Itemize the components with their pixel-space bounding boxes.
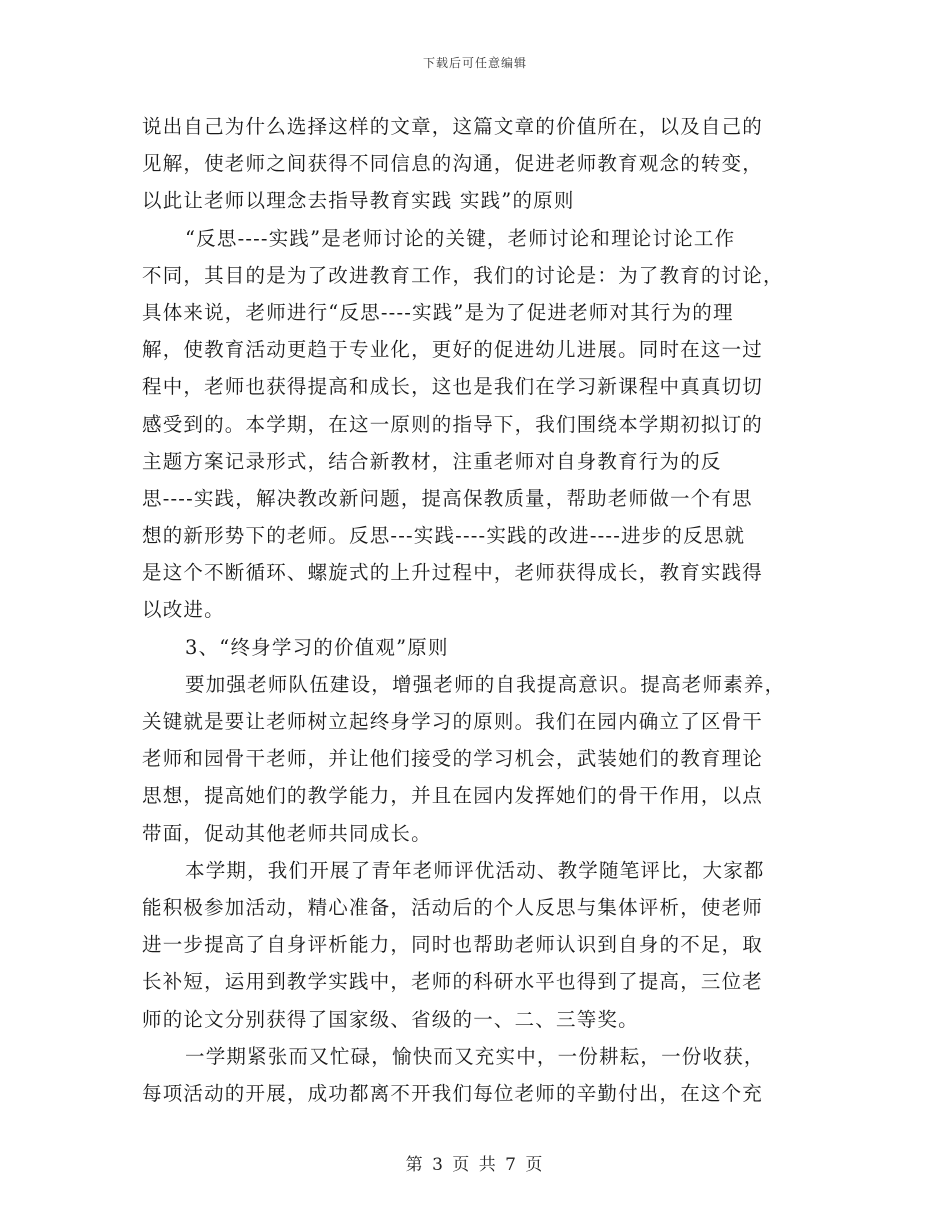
document-body	[142, 108, 812, 1112]
text-line: 想的新形势下的老师。反思---实践----实践的改进----进步的反思就	[142, 524, 746, 548]
text-line: 长补短，运用到教学实践中，老师的科研水平也得到了提高，三位老	[142, 970, 764, 994]
text-line: 思----实践，解决教改新问题，提高保教质量，帮助老师做一个有思	[142, 486, 753, 510]
text-line: 进一步提高了自身评析能力，同时也帮助老师认识到自身的不足，取	[142, 933, 764, 957]
text-line: 程中，老师也获得提高和成长，这也是我们在学习新课程中真真切切	[142, 375, 764, 399]
text-line: 带面，促动其他老师共同成长。	[142, 821, 432, 845]
text-line: 主题方案记录形式，结合新教材，注重老师对自身教育行为的反	[142, 449, 722, 473]
text-line: 以此让老师以理念去指导教育实践 实践”的原则	[142, 189, 575, 213]
text-line: “反思----实践”是老师讨论的关键，老师讨论和理论讨论工作	[185, 226, 736, 250]
text-line: 每项活动的开展，成功都离不开我们每位老师的辛勤付出，在这个充	[142, 1081, 764, 1105]
text-line: 思想，提高她们的教学能力，并且在园内发挥她们的骨干作用，以点	[142, 784, 764, 808]
text-line: 以改进。	[142, 598, 225, 622]
text-line: 是这个不断循环、螺旋式的上升过程中，老师获得成长，教育实践得	[142, 561, 764, 585]
page-footer: 第 3 页 共 7 页	[405, 1155, 545, 1175]
text-line: 要加强老师队伍建设，增强老师的自我提高意识。提高老师素养，	[185, 672, 786, 696]
text-line: 见解，使老师之间获得不同信息的沟通，促进老师教育观念的转变，	[142, 152, 764, 176]
page-header: 下载后可任意编辑	[422, 56, 527, 70]
text-line: 具体来说，老师进行“反思----实践”是为了促进老师对其行为的理	[142, 300, 734, 324]
text-line: 一学期紧张而又忙碌，愉快而又充实中，一份耕耘，一份收获，	[185, 1044, 765, 1068]
text-line: 3、“终身学习的价值观”原则	[185, 635, 449, 659]
text-line: 师的论文分别获得了国家级、省级的一、二、三等奖。	[142, 1007, 639, 1031]
text-line: 能积极参加活动，精心准备，活动后的个人反思与集体评析，使老师	[142, 895, 764, 919]
text-line: 老师和园骨干老师，并让他们接受的学习机会，武装她们的教育理论	[142, 747, 764, 771]
text-line: 说出自己为什么选择这样的文章，这篇文章的价值所在，以及自己的	[142, 115, 764, 138]
text-line: 关键就是要让老师树立起终身学习的原则。我们在园内确立了区骨干	[142, 710, 764, 733]
text-line: 解，使教育活动更趋于专业化，更好的促进幼儿进展。同时在这一过	[142, 338, 764, 362]
text-line: 不同，其目的是为了改进教育工作，我们的讨论是：为了教育的讨论，	[142, 263, 784, 287]
text-line: 感受到的。本学期，在这一原则的指导下，我们围绕本学期初拟订的	[142, 412, 764, 436]
text-line: 本学期，我们开展了青年老师评优活动、教学随笔评比，大家都	[185, 858, 765, 882]
